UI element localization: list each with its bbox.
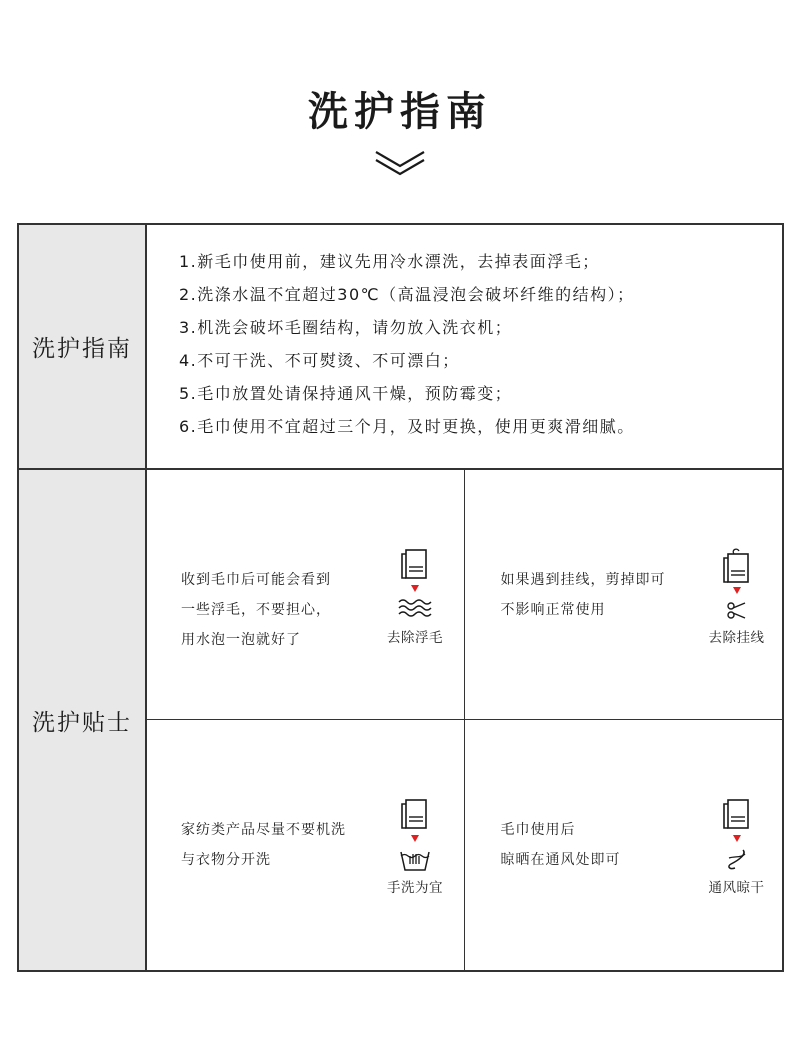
guide-item: 5.毛巾放置处请保持通风干燥，预防霉变； — [179, 384, 513, 403]
page-title: 洗护指南 — [308, 89, 492, 135]
tip-line: 用水泡一泡就好了 — [181, 632, 301, 648]
tip-line: 毛巾使用后 — [500, 822, 576, 838]
icon-caption: 去除浮毛 — [387, 630, 443, 646]
tips-grid — [147, 470, 782, 970]
tip-line: 与衣物分开洗 — [181, 852, 271, 868]
tip-icon-block — [375, 798, 455, 896]
towel-water-waves-icon — [395, 548, 435, 622]
tip-card-remove-thread — [465, 470, 783, 720]
tip-line: 一些浮毛，不要担心， — [181, 602, 331, 618]
guide-label: 洗护指南 — [19, 225, 147, 468]
tip-text — [501, 815, 621, 875]
tip-line: 不影响正常使用 — [500, 602, 606, 618]
double-chevron-down-icon — [374, 148, 426, 178]
towel-handwash-icon — [395, 798, 435, 872]
tips-label: 洗护贴士 — [19, 470, 147, 970]
tip-card-remove-lint — [147, 470, 465, 720]
towel-air-dry-icon — [717, 798, 757, 872]
care-table — [17, 223, 784, 972]
tip-text — [501, 565, 666, 625]
tips-section — [19, 470, 782, 970]
guide-item: 3.机洗会破坏毛圈结构，请勿放入洗衣机； — [179, 318, 513, 337]
tip-line: 晾晒在通风处即可 — [500, 852, 621, 868]
guide-item: 4.不可干洗、不可熨烫、不可漂白； — [179, 351, 460, 370]
tip-text — [181, 565, 331, 655]
icon-caption: 手洗为宜 — [387, 880, 443, 896]
tip-line: 如果遇到挂线，剪掉即可 — [500, 572, 666, 588]
tip-icon-block — [697, 798, 777, 896]
tip-line: 家纺类产品尽量不要机洗 — [181, 822, 346, 838]
towel-scissors-icon — [717, 548, 757, 622]
guide-item: 2.洗涤水温不宜超过30℃（高温浸泡会破坏纤维的结构）； — [179, 285, 635, 304]
tip-icon-block — [697, 548, 777, 646]
guide-item: 6.毛巾使用不宜超过三个月，及时更换，使用更爽滑细腻。 — [179, 417, 635, 436]
tip-card-air-dry — [465, 720, 783, 970]
guide-item: 1.新毛巾使用前，建议先用冷水漂洗，去掉表面浮毛； — [179, 252, 600, 271]
tip-icon-block — [375, 548, 455, 646]
tip-card-hand-wash — [147, 720, 465, 970]
guide-section — [19, 225, 782, 470]
tip-line: 收到毛巾后可能会看到 — [181, 572, 331, 588]
tip-text — [181, 815, 346, 875]
guide-list — [179, 245, 772, 443]
icon-caption: 通风晾干 — [708, 880, 765, 896]
icon-caption: 去除挂线 — [708, 630, 765, 646]
